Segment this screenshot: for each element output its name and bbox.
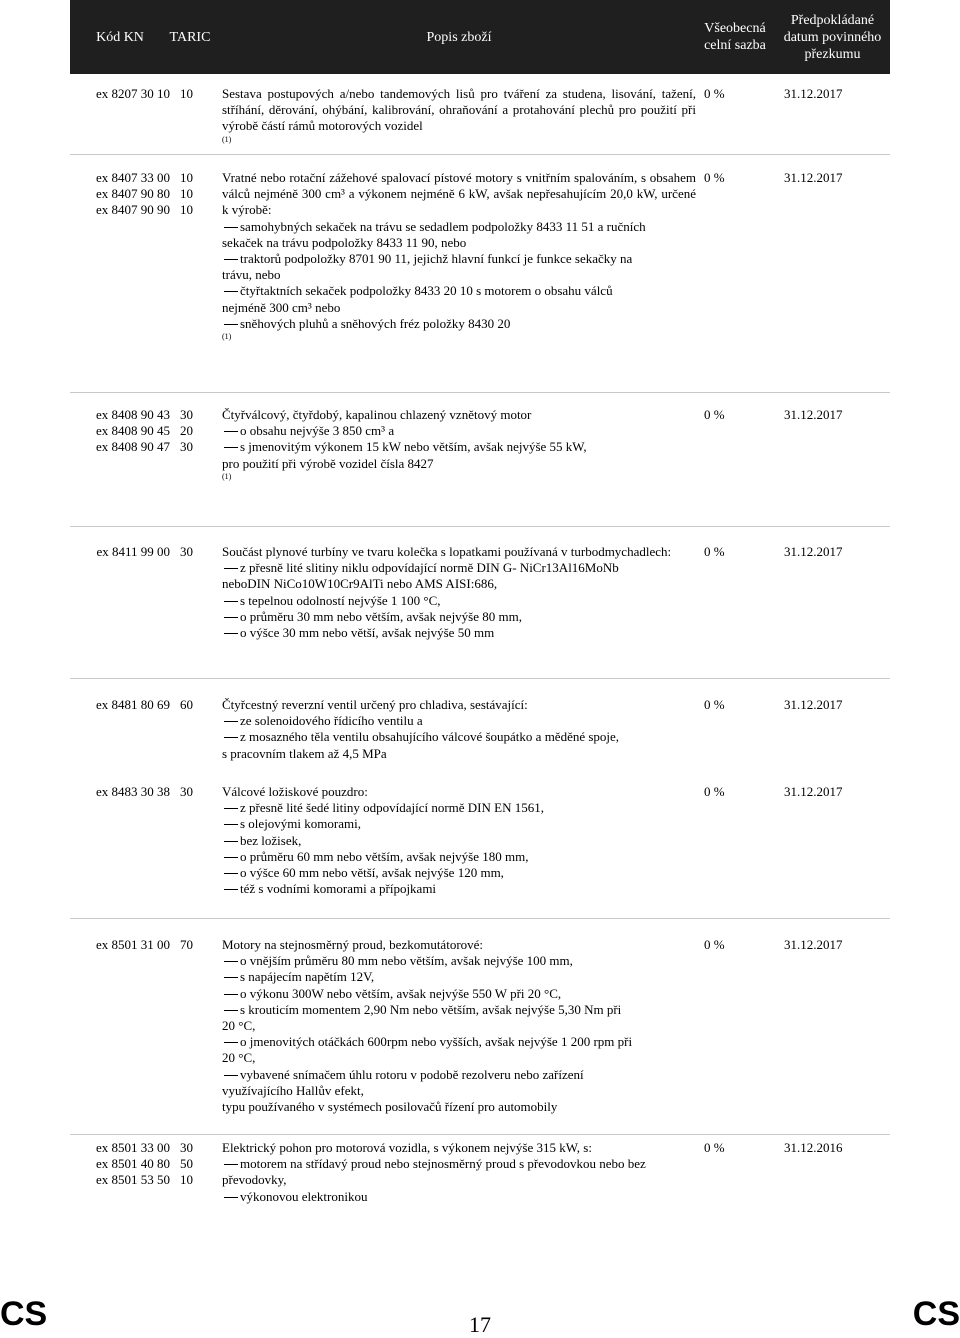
description-intro: Součást plynové turbíny ve tvaru kolečka s lopatkami používaná v turbodmychadlech:	[222, 544, 672, 559]
row-divider	[70, 154, 890, 155]
cn-code: ex 8411 99 00	[96, 544, 170, 559]
description-intro: Čtyřcestný reverzní ventil určený pro chladiva, sestávající:	[222, 697, 528, 712]
review-date: 31.12.2016	[784, 1140, 843, 1155]
row-divider	[70, 678, 890, 679]
review-date: 31.12.2017	[784, 697, 843, 712]
page-number: 17	[469, 1312, 491, 1337]
header-celni-sazba: Všeobecná celní sazba	[704, 21, 766, 53]
description-cont: 20 °C,	[222, 1050, 256, 1066]
description-cont: trávu, nebo	[222, 267, 281, 283]
description-outro: pro použití při výrobě vozidel čísla 8427	[222, 455, 434, 471]
taric-code: 10	[180, 86, 193, 101]
description-item: o jmenovitých otáčkách 600rpm nebo vyšších, avšak nejvýše 1 200 rpm při	[222, 1034, 696, 1050]
description-item: o výšce 30 mm nebo větší, avšak nejvýše 50 mm	[222, 625, 696, 641]
description-outro: typu používaného v systémech posilovačů řízení pro automobily	[222, 1099, 558, 1115]
row-divider	[70, 392, 890, 393]
duty-rate: 0 %	[704, 1140, 725, 1155]
cn-code: ex 8483 30 38	[95, 784, 170, 799]
taric-code: 30	[180, 784, 193, 799]
language-code-right: CS	[912, 1295, 960, 1333]
description-intro: Válcové ložiskové pouzdro:	[222, 784, 368, 799]
description-item: o průměru 60 mm nebo větším, avšak nejvýše 180 mm,	[222, 849, 696, 865]
description-item: o vnějším průměru 80 mm nebo větším, avšak nejvýše 100 mm,	[222, 953, 696, 969]
description-item: s tepelnou odolností nejvýše 1 100 °C,	[222, 593, 696, 609]
description-item: o výšce 60 mm nebo větší, avšak nejvýše 120 mm,	[222, 865, 696, 881]
description-item: traktorů podpoložky 8701 90 11, jejichž hlavní funkcí je funkce sekačky na	[222, 251, 696, 267]
description-item: též s vodními komorami a přípojkami	[222, 881, 696, 897]
review-date: 31.12.2017	[784, 407, 843, 422]
duty-rate: 0 %	[704, 784, 725, 799]
cn-code: ex 8501 33 00 ex 8501 40 80 ex 8501 53 50	[95, 1140, 170, 1188]
row-divider	[70, 1134, 890, 1135]
description-cont: převodovky,	[222, 1172, 287, 1188]
duty-rate: 0 %	[704, 407, 725, 422]
row-divider	[70, 918, 890, 919]
description-item: o průměru 30 mm nebo větším, avšak nejvýše 80 mm,	[222, 609, 696, 625]
description-item: výkonovou elektronikou	[222, 1189, 696, 1205]
header-taric: TARIC	[169, 29, 211, 45]
taric-code: 30	[180, 544, 193, 559]
description-cont: 20 °C,	[222, 1018, 256, 1034]
description-item: sněhových pluhů a sněhových fréz položky 8430 20	[222, 316, 696, 332]
description-item: z mosazného těla ventilu obsahujícího válcové šoupátko a měděné spoje,	[222, 729, 696, 745]
row-divider	[70, 526, 890, 527]
header-datum-prezkumu: Předpokládané datum povinného přezkumu	[783, 12, 882, 62]
taric-code: 70	[180, 937, 193, 952]
description-item: motorem na střídavý proud nebo stejnosměrný proud s převodovkou nebo bez	[222, 1156, 696, 1172]
description-cont: využívajícího Hallův efekt,	[222, 1082, 364, 1098]
description	[222, 937, 696, 1115]
description-intro: Motory na stejnosměrný proud, bezkomutátorové:	[222, 937, 484, 952]
footnote-ref: (1)	[222, 471, 232, 481]
duty-rate: 0 %	[704, 544, 725, 559]
description-intro: Vratné nebo rotační zážehové spalovací pístové motory s vnitřním spalováním, s obsahem válců nejméně 300 cm³ a výkonem nejméně 6 kW, avšak nepřesahujícím 20,0 kW, určené k výrobě:	[222, 170, 696, 218]
description-item: z přesně lité slitiny niklu odpovídající normě DIN G- NiCr13Al16MoNb	[222, 560, 696, 576]
description-item: o obsahu nejvýše 3 850 cm³ a	[222, 423, 696, 439]
taric-code: 30 50 10	[180, 1140, 193, 1188]
description-item: o výkonu 300W nebo větším, avšak nejvýše 550 W při 20 °C,	[222, 986, 696, 1002]
review-date: 31.12.2017	[784, 937, 843, 952]
duty-rate: 0 %	[704, 697, 725, 712]
cn-code: ex 8481 80 69	[95, 697, 170, 712]
description-cont: neboDIN NiCo10W10Cr9AlTi nebo AMS AISI:686,	[222, 576, 498, 592]
header-popis: Popis zboží	[426, 29, 492, 45]
taric-code: 10 10 10	[180, 170, 193, 218]
cn-code: ex 8501 31 00	[95, 937, 170, 952]
taric-code: 60	[180, 697, 193, 712]
review-date: 31.12.2017	[784, 544, 843, 559]
description-cont: sekaček na trávu podpoložky 8433 11 90, nebo	[222, 234, 467, 250]
review-date: 31.12.2017	[784, 170, 843, 185]
duty-rate: 0 %	[704, 170, 725, 185]
description-text: Sestava postupových a/nebo tandemových lisů pro tváření za studena, lisování, tažení, stříhání, děrování, ohýbání, kalibrování, ohraňování a protahování plechů pro použití při výrobě částí rámů motorových vozidel	[222, 86, 696, 134]
description-item: z přesně lité šedé litiny odpovídající normě DIN EN 1561,	[222, 800, 696, 816]
description	[222, 544, 696, 641]
description	[222, 1140, 696, 1205]
table-header	[70, 0, 890, 74]
duty-rate: 0 %	[704, 937, 725, 952]
description-item: s krouticím momentem 2,90 Nm nebo větším, avšak nejvýše 5,30 Nm při	[222, 1002, 696, 1018]
description-item: s olejovými komorami,	[222, 816, 696, 832]
review-date: 31.12.2017	[784, 784, 843, 799]
description-item: ze solenoidového řídicího ventilu a	[222, 713, 696, 729]
description-item: s napájecím napětím 12V,	[222, 969, 696, 985]
description-intro: Elektrický pohon pro motorová vozidla, s výkonem nejvýše 315 kW, s:	[222, 1140, 592, 1155]
description	[222, 784, 696, 897]
footnote-ref: (1)	[222, 134, 232, 144]
cn-code: ex 8407 33 00 ex 8407 90 80 ex 8407 90 90	[95, 170, 170, 218]
description-item: bez ložisek,	[222, 833, 696, 849]
review-date: 31.12.2017	[784, 86, 843, 101]
description-outro: s pracovním tlakem až 4,5 MPa	[222, 745, 387, 761]
description-item: samohybných sekaček na trávu se sedadlem podpoložky 8433 11 51 a ručních	[222, 219, 696, 235]
duty-rate: 0 %	[704, 86, 725, 101]
language-code-left: CS	[0, 1295, 48, 1333]
description-intro: Čtyřválcový, čtyřdobý, kapalinou chlazený vznětový motor	[222, 407, 532, 422]
description	[222, 697, 696, 762]
taric-code: 30 20 30	[180, 407, 193, 455]
description-item: čtyřtaktních sekaček podpoložky 8433 20 10 s motorem o obsahu válců	[222, 283, 696, 299]
description	[222, 407, 696, 482]
description-item: vybavené snímačem úhlu rotoru v podobě rezolveru nebo zařízení	[222, 1067, 696, 1083]
header-kod-kn: Kód KN	[96, 29, 144, 45]
cn-code: ex 8207 30 10	[95, 86, 170, 101]
description-cont: nejméně 300 cm³ nebo	[222, 299, 341, 315]
description	[222, 86, 696, 145]
footnote-ref: (1)	[222, 332, 232, 342]
description-item: s jmenovitým výkonem 15 kW nebo větším, avšak nejvýše 55 kW,	[222, 439, 696, 455]
description	[222, 170, 696, 342]
cn-code: ex 8408 90 43 ex 8408 90 45 ex 8408 90 47	[95, 407, 170, 455]
